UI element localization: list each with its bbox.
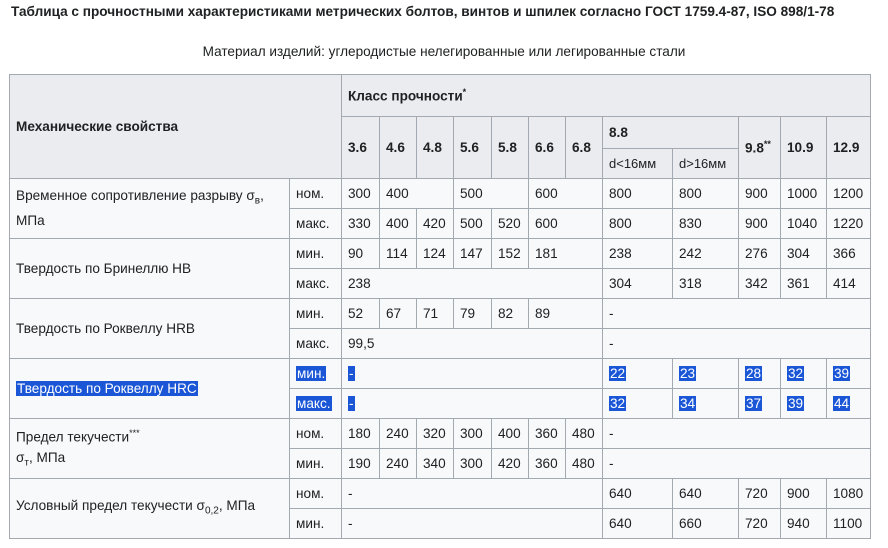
row-sublabel: мин.: [290, 239, 342, 269]
selected-text[interactable]: 39: [834, 366, 850, 381]
table-cell: 720: [739, 479, 781, 509]
selected-text[interactable]: мин.: [297, 366, 326, 381]
table-cell: 1220: [827, 209, 871, 239]
class-6-6: 6.6: [529, 117, 566, 179]
selected-text[interactable]: 32: [610, 396, 626, 411]
selected-text[interactable]: 23: [680, 366, 696, 381]
class-10-9: 10.9: [781, 117, 827, 179]
selected-text[interactable]: 37: [746, 396, 762, 411]
table-cell: 640: [673, 479, 739, 509]
table-cell: [827, 359, 871, 389]
table-cell: 67: [380, 299, 417, 329]
row-label-proof: Условный предел текучести $\sigma_{0,2}$, МПа: [10, 479, 290, 539]
table-cell: [827, 389, 871, 419]
row-sublabel: макс.: [290, 269, 342, 299]
table-cell: 152: [492, 239, 529, 269]
row-sublabel: ном.: [290, 479, 342, 509]
row-label-hrb: Твердость по Роквеллу HRB: [10, 299, 290, 359]
class-6-8: 6.8: [566, 117, 603, 179]
selected-text[interactable]: 22: [610, 366, 626, 381]
table-cell: 342: [739, 269, 781, 299]
table-cell: [781, 359, 827, 389]
table-cell: 500: [454, 179, 529, 209]
header-class: Класс прочности*: [342, 75, 871, 117]
table-cell: 900: [739, 179, 781, 209]
table-cell: 600: [529, 209, 603, 239]
class-8-8: 8.8: [603, 117, 739, 149]
table-cell: 276: [739, 239, 781, 269]
table-cell: 1200: [827, 179, 871, 209]
table-cell: 89: [529, 299, 603, 329]
selected-text[interactable]: макс.: [297, 396, 331, 411]
row-label-hrc: [10, 359, 290, 419]
table-cell: 660: [673, 509, 739, 539]
table-cell: [342, 389, 603, 419]
table-cell: 720: [739, 509, 781, 539]
table-cell: 330: [342, 209, 380, 239]
selected-text[interactable]: -: [349, 366, 354, 381]
table-cell: 1080: [827, 479, 871, 509]
table-cell: 500: [454, 209, 492, 239]
table-cell: 181: [529, 239, 603, 269]
table-cell: 1000: [781, 179, 827, 209]
table-cell: 420: [492, 449, 529, 479]
table-cell: 147: [454, 239, 492, 269]
table-cell: 99,5: [342, 329, 603, 359]
class-8-8-small: d<16мм: [603, 149, 673, 179]
table-cell: 82: [492, 299, 529, 329]
table-cell: [673, 389, 739, 419]
table-cell: 800: [603, 179, 673, 209]
table-cell: 360: [529, 449, 566, 479]
table-cell: 940: [781, 509, 827, 539]
table-cell: -: [603, 449, 871, 479]
row-sublabel: мин.: [290, 299, 342, 329]
table-cell: 240: [380, 449, 417, 479]
table-cell: 640: [603, 509, 673, 539]
table-cell: 238: [342, 269, 603, 299]
table-cell: 90: [342, 239, 380, 269]
selected-text[interactable]: -: [349, 396, 354, 411]
selected-text[interactable]: Твердость по Роквеллу HRC: [17, 380, 197, 396]
selected-text[interactable]: 28: [746, 366, 762, 381]
table-cell: 340: [417, 449, 454, 479]
selected-text[interactable]: 32: [788, 366, 804, 381]
table-cell: 640: [603, 479, 673, 509]
class-4-6: 4.6: [380, 117, 417, 179]
strength-table: [9, 74, 871, 539]
row-sublabel: мин.: [290, 449, 342, 479]
table-cell: 79: [454, 299, 492, 329]
table-cell: [781, 389, 827, 419]
class-5-6: 5.6: [454, 117, 492, 179]
table-cell: 114: [380, 239, 417, 269]
table-cell: 300: [454, 419, 492, 449]
table-cell: 242: [673, 239, 739, 269]
table-cell: -: [603, 299, 871, 329]
class-5-8: 5.8: [492, 117, 529, 179]
table-cell: -: [342, 509, 603, 539]
table-cell: 361: [781, 269, 827, 299]
table-cell: 1040: [781, 209, 827, 239]
selected-text[interactable]: 34: [680, 396, 696, 411]
row-sublabel: мин.: [290, 509, 342, 539]
table-cell: -: [603, 419, 871, 449]
table-cell: 1100: [827, 509, 871, 539]
class-12-9: 12.9: [827, 117, 871, 179]
row-sublabel: макс.: [290, 209, 342, 239]
table-cell: 900: [781, 479, 827, 509]
table-cell: -: [603, 329, 871, 359]
table-cell: 520: [492, 209, 529, 239]
table-cell: 304: [781, 239, 827, 269]
table-cell: [673, 359, 739, 389]
class-4-8: 4.8: [417, 117, 454, 179]
table-cell: 600: [529, 179, 603, 209]
row-label-yield: Предел текучести*** $\sigma_т$, МПа: [10, 419, 290, 479]
table-cell: 304: [603, 269, 673, 299]
table-cell: -: [342, 479, 603, 509]
table-cell: 830: [673, 209, 739, 239]
class-8-8-large: d>16мм: [673, 149, 739, 179]
row-label-hb: Твердость по Бринеллю HB: [10, 239, 290, 299]
table-cell: 900: [739, 209, 781, 239]
table-cell: 414: [827, 269, 871, 299]
table-cell: [739, 359, 781, 389]
table-cell: 318: [673, 269, 739, 299]
row-sublabel: [290, 389, 342, 419]
table-cell: 52: [342, 299, 380, 329]
table-cell: 800: [673, 179, 739, 209]
table-cell: 180: [342, 419, 380, 449]
table-cell: 124: [417, 239, 454, 269]
table-cell: 300: [454, 449, 492, 479]
table-cell: 420: [417, 209, 454, 239]
table-cell: 360: [529, 419, 566, 449]
table-cell: 800: [603, 209, 673, 239]
table-cell: 480: [566, 419, 603, 449]
table-cell: [603, 389, 673, 419]
table-cell: 320: [417, 419, 454, 449]
table-cell: 238: [603, 239, 673, 269]
table-subtitle: Материал изделий: углеродистые нелегированные или легированные стали: [202, 44, 686, 59]
row-label-tensile: Временное сопротивление разрыву $\sigma_в$, МПа: [10, 179, 290, 239]
selected-text[interactable]: 44: [834, 396, 850, 411]
table-cell: 400: [492, 419, 529, 449]
row-sublabel: ном.: [290, 419, 342, 449]
selected-text[interactable]: 39: [788, 396, 804, 411]
table-cell: 400: [380, 209, 417, 239]
table-cell: [603, 359, 673, 389]
table-cell: 366: [827, 239, 871, 269]
row-sublabel: [290, 359, 342, 389]
table-cell: 480: [566, 449, 603, 479]
table-title: Таблица с прочностными характеристиками метрических болтов, винтов и шпилек согласно ГОСТ 1759.4-87, ISO 898/1-78: [11, 4, 835, 19]
row-sublabel: ном.: [290, 179, 342, 209]
table-cell: 71: [417, 299, 454, 329]
table-cell: 300: [342, 179, 380, 209]
table-cell: 190: [342, 449, 380, 479]
row-sublabel: макс.: [290, 329, 342, 359]
table-cell: 240: [380, 419, 417, 449]
header-mech-props: Механические свойства: [10, 75, 342, 179]
table-cell: 400: [380, 179, 454, 209]
class-3-6: 3.6: [342, 117, 380, 179]
table-cell: [739, 389, 781, 419]
table-cell: [342, 359, 603, 389]
class-9-8: 9.8**: [739, 117, 781, 179]
